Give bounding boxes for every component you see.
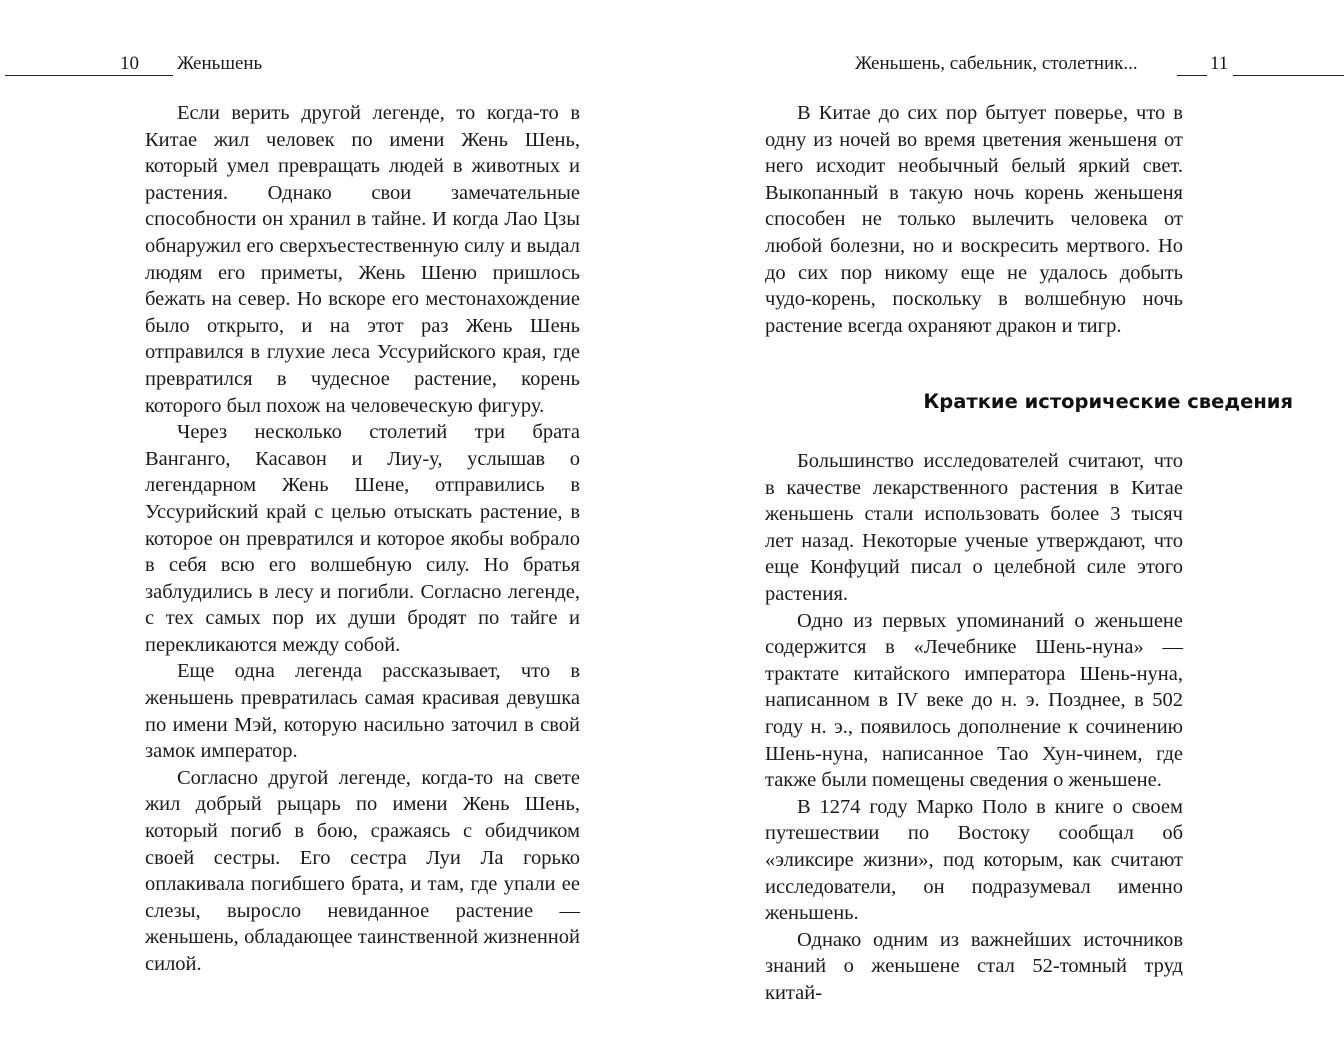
- right-paragraph: Одно из первых упоминаний о женьшене содержится в «Лечебнике Шень-нуна» — трактате китайского императора Шень-нуна, написанном в IV веке до н. э. Позднее, в 502 году н. э., появилось дополнение к сочинению Шень-нуна, написанное Тао Хун-чинем, где также были помещены сведения о женьшене.: [765, 609, 1183, 792]
- right-running-title: Женьшень, сабельник, столетник...: [855, 53, 1138, 74]
- section-heading: Краткие исторические сведения: [923, 390, 1293, 413]
- left-paragraph: Если верить другой легенде, то когда-то в Китае жил человек по имени Жень Шень, который умел превращать людей в животных и растения. Однако свои замечательные способности он хранил в тайне. И когда Лао Цзы обнаружил его сверхъестественную силу и выдал людям его приметы, Жень Шеню пришлось бежать на север. Но вскоре его местонахождение было открыто, и на этот раз Жень Шень отправился в глухие леса Уссурийского края, где превратился в чудесное растение, корень которого был похож на человеческую фигуру.: [145, 102, 580, 417]
- right-section-text: [765, 448, 1183, 1006]
- left-body-text: [145, 100, 580, 978]
- left-head-rule: [5, 75, 173, 76]
- left-running-title: Женьшень: [177, 53, 263, 74]
- right-page: [672, 0, 1344, 1045]
- right-intro-text: [765, 100, 1183, 339]
- left-paragraph: Через несколько столетий три брата Ванганго, Касавон и Лиу-у, услышав о легендарном Жень Шене, отправились в Уссурийский край с целью отыскать растение, в которое он превратился и которое якобы вобрало в себя всю его волшебную силу. Но братья заблудились в лесу и погибли. Согласно легенде, с тех самых пор их души бродят по тайге и перекликаются между собой.: [145, 421, 580, 656]
- right-paragraph: Большинство исследователей считают, что в качестве лекарственного растения в Китае женьшень стали использовать более 3 тысяч лет назад. Некоторые ученые утверждают, что еще Конфуций писал о целебной силе этого растения.: [765, 450, 1183, 605]
- left-running-head: [0, 52, 672, 76]
- left-paragraph: Еще одна легенда рассказывает, что в женьшень превратилась самая красивая девушка по имени Мэй, которую насильно заточил в свой замок император.: [145, 660, 580, 763]
- left-page-number: 10: [120, 53, 139, 74]
- right-head-rule-short: [1177, 75, 1207, 76]
- right-page-number: 11: [1210, 53, 1229, 74]
- right-paragraph: В 1274 году Марко Поло в книге о своем путешествии по Востоку сообщал об «эликсире жизни», под которым, как считают исследователи, он подразумевал именно женьшень.: [765, 795, 1183, 925]
- right-paragraph: В Китае до сих пор бытует поверье, что в одну из ночей во время цветения женьшеня от него исходит необычный белый яркий свет. Выкопанный в такую ночь корень женьшеня способен не только вылечить человека от любой болезни, но и воскресить мертвого. Но до сих пор никому еще не удалось добыть чудо-корень, поскольку в волшебную ночь растение всегда охраняют дракон и тигр.: [765, 102, 1183, 337]
- left-paragraph: Согласно другой легенде, когда-то на свете жил добрый рыцарь по имени Жень Шень, который погиб в бою, сражаясь с обидчиком своей сестры. Его сестра Луи Ла горько оплакивала погибшего брата, и там, где упали ее слезы, выросло невиданное растение — женьшень, обладающее таинственной жизненной силой.: [145, 766, 580, 975]
- right-head-rule-long: [1233, 75, 1344, 76]
- right-running-head: [672, 52, 1344, 76]
- right-paragraph: Однако одним из важнейших источников знаний о женьшене стал 52-томный труд китай-: [765, 928, 1183, 1004]
